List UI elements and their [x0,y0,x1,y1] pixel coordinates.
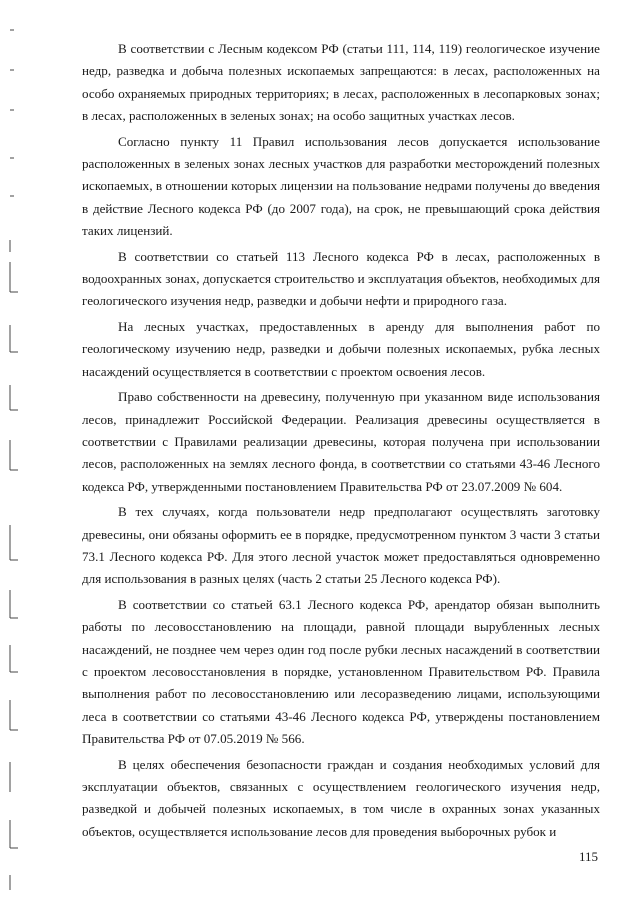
paragraph: В соответствии со статьей 63.1 Лесного кодекса РФ, арендатор обязан выполнить работы по лесовосстановлению на площади, равной площади вырубленных лесных насаждений, не позднее чем через один год после рубки лесных насаждений в соответствии с проектом лесовосстановления в порядке, установленном Правительством РФ. Правила выполнения работ по лесовосстановлению или лесоразведению лицами, использующими леса в соответствии со статьями 43-46 Лесного кодекса РФ, утверждены постановлением Правительства РФ от 07.05.2019 № 566. [82,596,600,747]
paragraph: Согласно пункту 11 Правил использования лесов допускается использование расположенных в зеленых зонах лесных участков для разработки месторождений полезных ископаемых, в отношении которых лицензии на пользование недрами получены до введения в действие Лесного кодекса РФ (до 2007 года), на срок, не превышающий срока действия таких лицензий. [82,133,600,239]
paragraph: В соответствии со статьей 113 Лесного кодекса РФ в лесах, расположенных в водоохранных зонах, допускается строительство и эксплуатация объектов, необходимых для геологического изучения недр, разведки и добычи нефти и природного газа. [82,248,600,309]
document-body [82,38,600,846]
paragraph: Право собственности на древесину, полученную при указанном виде использования лесов, принадлежит Российской Федерации. Реализация древесины осуществляется в соответствии с Правилами реализации древесины, которая получена при использовании лесов, расположенных на землях лесного фонда, в соответствии со статьями 43-46 Лесного кодекса РФ, утвержденными постановлением Правительства РФ от 23.07.2009 № 604. [82,389,600,494]
paragraph: В соответствии с Лесным кодексом РФ (статьи 111, 114, 119) геологическое изучение недр, разведка и добыча полезных ископаемых запрещаются: в лесах, расположенных на особо охраняемых природных территориях; в лесах, расположенных в лесопарковых зонах; в лесах, расположенных в зеленых зонах; на особо защитных участках лесов. [82,41,600,124]
paragraph: На лесных участках, предоставленных в аренду для выполнения работ по геологическому изучению недр, разведки и добычи полезных ископаемых, рубка лесных насаждений осуществляется в соответствии с проектом освоения лесов. [82,318,600,379]
paragraph: В тех случаях, когда пользователи недр предполагают осуществлять заготовку древесины, они обязаны оформить ее в порядке, предусмотренном пунктом 3 части 3 статьи 73.1 Лесного кодекса РФ. Для этого лесной участок может предоставляться одновременно для использования в разных целях (часть 2 статьи 25 Лесного кодекса РФ). [82,504,600,587]
paragraph: В целях обеспечения безопасности граждан и создания необходимых условий для эксплуатации объектов, связанных с осуществлением геологического изучения недр, разведкой и добычей полезных ископаемых, в том числе в охранных зонах указанных объектов, осуществляется использование лесов для проведения выборочных рубок и [82,756,600,839]
scan-edge-marks [0,0,40,905]
page-number: 115 [578,849,598,864]
